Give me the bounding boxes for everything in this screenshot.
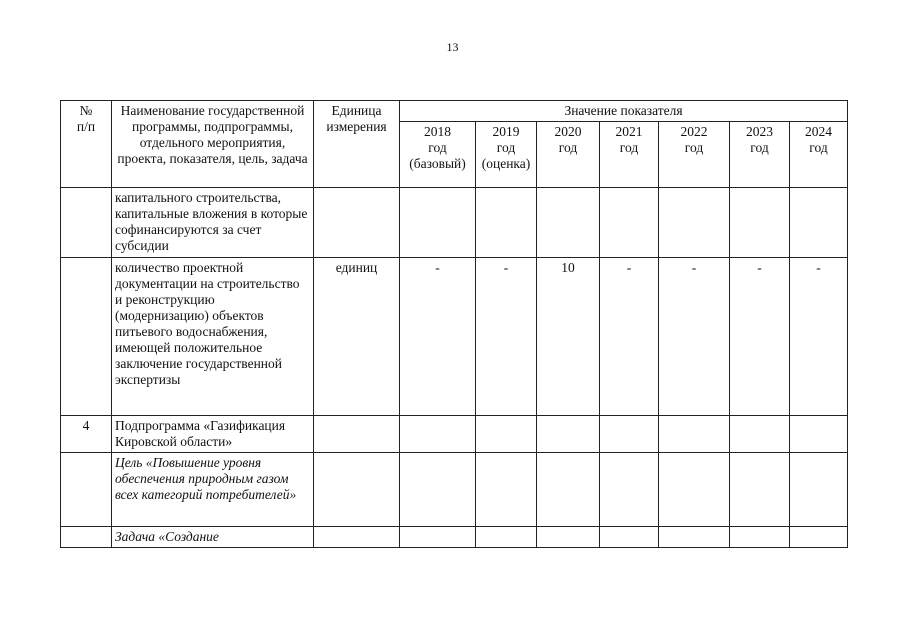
row-unit — [314, 416, 400, 453]
row-value-2019 — [476, 453, 537, 527]
row-value-2022 — [659, 527, 730, 548]
row-unit — [314, 527, 400, 548]
header-year-2018: 2018 год (базовый) — [400, 122, 476, 188]
row-unit — [314, 188, 400, 258]
table-row — [61, 527, 848, 548]
row-num: 4 — [61, 416, 112, 453]
row-value-2021 — [600, 453, 659, 527]
table-row — [61, 258, 848, 416]
header-year-2022: 2022 год — [659, 122, 730, 188]
header-num: № п/п — [61, 101, 112, 188]
row-num — [61, 453, 112, 527]
row-value-2024 — [790, 188, 848, 258]
header-value-group: Значение показателя — [400, 101, 848, 122]
row-name: Подпрограмма «Газификация Кировской области» — [112, 416, 314, 453]
row-value-2023 — [730, 453, 790, 527]
row-value-2018 — [400, 416, 476, 453]
header-year-2024: 2024 год — [790, 122, 848, 188]
row-value-2024 — [790, 527, 848, 548]
row-unit — [314, 453, 400, 527]
row-num — [61, 188, 112, 258]
row-value-2019 — [476, 527, 537, 548]
row-value-2019: - — [476, 258, 537, 416]
row-num — [61, 527, 112, 548]
row-value-2020: 10 — [537, 258, 600, 416]
header-year-2021: 2021 год — [600, 122, 659, 188]
row-value-2024: - — [790, 258, 848, 416]
table-row — [61, 188, 848, 258]
row-value-2019 — [476, 188, 537, 258]
row-value-2023: - — [730, 258, 790, 416]
table-row — [61, 453, 848, 527]
row-value-2021: - — [600, 258, 659, 416]
header-year-2020: 2020 год — [537, 122, 600, 188]
header-unit: Единица измерения — [314, 101, 400, 188]
row-value-2023 — [730, 416, 790, 453]
page-number: 13 — [446, 40, 459, 54]
table-row — [61, 416, 848, 453]
row-value-2024 — [790, 453, 848, 527]
row-value-2020 — [537, 453, 600, 527]
row-name: Цель «Повышение уровня обеспечения природным газом всех категорий потребителей» — [112, 453, 314, 527]
row-value-2018 — [400, 188, 476, 258]
row-value-2020 — [537, 416, 600, 453]
row-name: Задача «Создание — [112, 527, 314, 548]
row-value-2021 — [600, 188, 659, 258]
header-year-2023: 2023 год — [730, 122, 790, 188]
row-value-2020 — [537, 188, 600, 258]
row-value-2022 — [659, 416, 730, 453]
row-value-2022: - — [659, 258, 730, 416]
header-year-2019: 2019 год (оценка) — [476, 122, 537, 188]
row-value-2018 — [400, 453, 476, 527]
row-name: капитального строительства, капитальные вложения в которые софинансируются за счет субсидии — [112, 188, 314, 258]
header-row-1 — [61, 101, 848, 122]
header-name: Наименование государственной программы, подпрограммы, отдельного мероприятия, проекта, показателя, цель, задача — [112, 101, 314, 188]
row-unit: единиц — [314, 258, 400, 416]
row-value-2019 — [476, 416, 537, 453]
row-value-2018 — [400, 527, 476, 548]
indicators-table — [60, 100, 848, 548]
row-value-2023 — [730, 188, 790, 258]
row-value-2023 — [730, 527, 790, 548]
row-value-2024 — [790, 416, 848, 453]
row-value-2022 — [659, 188, 730, 258]
row-value-2020 — [537, 527, 600, 548]
row-name: количество проектной документации на строительство и реконструкцию (модернизацию) объектов питьевого водоснабжения, имеющей положительное заключение государственной экспертизы — [112, 258, 314, 416]
row-value-2021 — [600, 416, 659, 453]
row-value-2021 — [600, 527, 659, 548]
row-num — [61, 258, 112, 416]
row-value-2018: - — [400, 258, 476, 416]
row-value-2022 — [659, 453, 730, 527]
